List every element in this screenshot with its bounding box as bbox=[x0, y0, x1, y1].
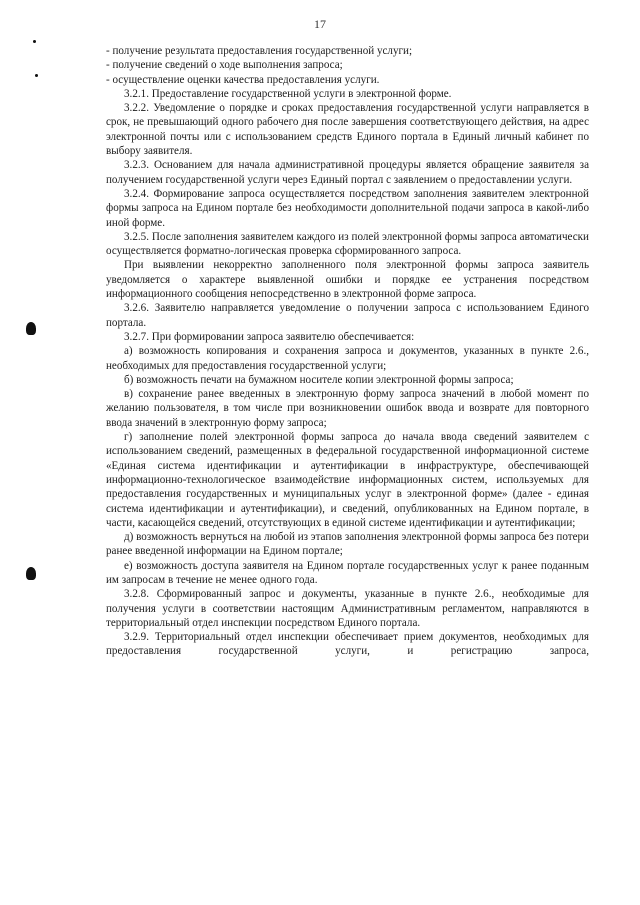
page-number: 17 bbox=[314, 17, 326, 31]
paragraph: д) возможность вернуться на любой из этапов заполнения электронной формы запроса без потери ранее введенной информации на Едином портале; bbox=[106, 531, 589, 558]
paragraph: 3.2.3. Основанием для начала административной процедуры является обращение заявителя за получением государственной услуги через Единый портал с заявлением о предоставлении услуги. bbox=[106, 159, 589, 186]
paragraph: г) заполнение полей электронной формы запроса до начала ввода сведений заявителем с использованием сведений, размещенных в федеральной государственной информационной системе «Единая система идентификации и аутентификации в инфраструктуре, обеспечивающей информационно-технологическое взаимодействие информационных систем, используемых для предоставления государственных и муниципальных услуг в электронной форме» (далее - единая система идентификации и аутентификации), и сведений, опубликованных на Едином портале, в части, касающейся сведений, отсутствующих в единой системе идентификации и аутентификации; bbox=[106, 431, 589, 529]
paragraph: 3.2.7. При формировании запроса заявителю обеспечивается: bbox=[124, 330, 415, 343]
document-body bbox=[106, 44, 589, 659]
paragraph: а) возможность копирования и сохранения запроса и документов, указанных в пункте 2.6., необходимых для предоставления государственной услуги; bbox=[106, 345, 589, 372]
paragraph: При выявлении некорректно заполненного поля электронной формы запроса заявитель уведомляется о характере выявленной ошибки и порядке ее устранения посредством информационного сообщения непосредственно в электронной форме запроса. bbox=[106, 259, 589, 301]
paragraph: - осуществление оценки качества предоставления услуги. bbox=[106, 73, 380, 86]
paragraph: б) возможность печати на бумажном носителе копии электронной формы запроса; bbox=[124, 373, 514, 386]
paragraph: 3.2.4. Формирование запроса осуществляется посредством заполнения заявителем электронной формы запроса на Едином портале без необходимости дополнительной подачи запроса в какой-либо иной форме. bbox=[106, 187, 589, 229]
scan-speck bbox=[35, 74, 38, 77]
paragraph: е) возможность доступа заявителя на Едином портале государственных услуг к ранее поданным им запросам в течение не менее одного года. bbox=[106, 559, 589, 586]
paragraph: 3.2.5. После заполнения заявителем каждого из полей электронной формы запроса автоматически осуществляется форматно-логическая проверка сформированного запроса. bbox=[106, 230, 589, 258]
paragraph: - получение результата предоставления государственной услуги; bbox=[106, 45, 413, 57]
scan-speck bbox=[33, 40, 36, 43]
paragraph: 3.2.9. Территориальный отдел инспекции обеспечивает прием документов, необходимых для предоставления государственной услуги, и регистрацию запроса, bbox=[106, 631, 589, 658]
punch-hole-mark bbox=[26, 567, 36, 580]
paragraph: 3.2.8. Сформированный запрос и документы, указанные в пункте 2.6., необходимые для получения услуги в соответствии настоящим Административным регламентом, направляются в территориальный отдел инспекции посредством Единого портала. bbox=[106, 588, 589, 629]
paragraph: в) сохранение ранее введенных в электронную форму запроса значений в любой момент по желанию пользователя, в том числе при возникновении ошибок ввода и возврате для повторного ввода значений в электронную форму запроса; bbox=[106, 388, 589, 429]
punch-hole-mark bbox=[26, 322, 36, 335]
paragraph: 3.2.1. Предоставление государственной услуги в электронной форме. bbox=[124, 87, 452, 100]
paragraph: - получение сведений о ходе выполнения запроса; bbox=[106, 59, 343, 72]
paragraph: 3.2.2. Уведомление о порядке и сроках предоставления государственной услуги направляется в срок, не превышающий одного рабочего дня после завершения соответствующего действия, на адрес электронной почты или с использованием средств Единого портала в Единый личный кабинет по выбору заявителя. bbox=[106, 102, 589, 158]
paragraph: 3.2.6. Заявителю направляется уведомление о получении запроса с использованием Единого портала. bbox=[106, 302, 589, 329]
